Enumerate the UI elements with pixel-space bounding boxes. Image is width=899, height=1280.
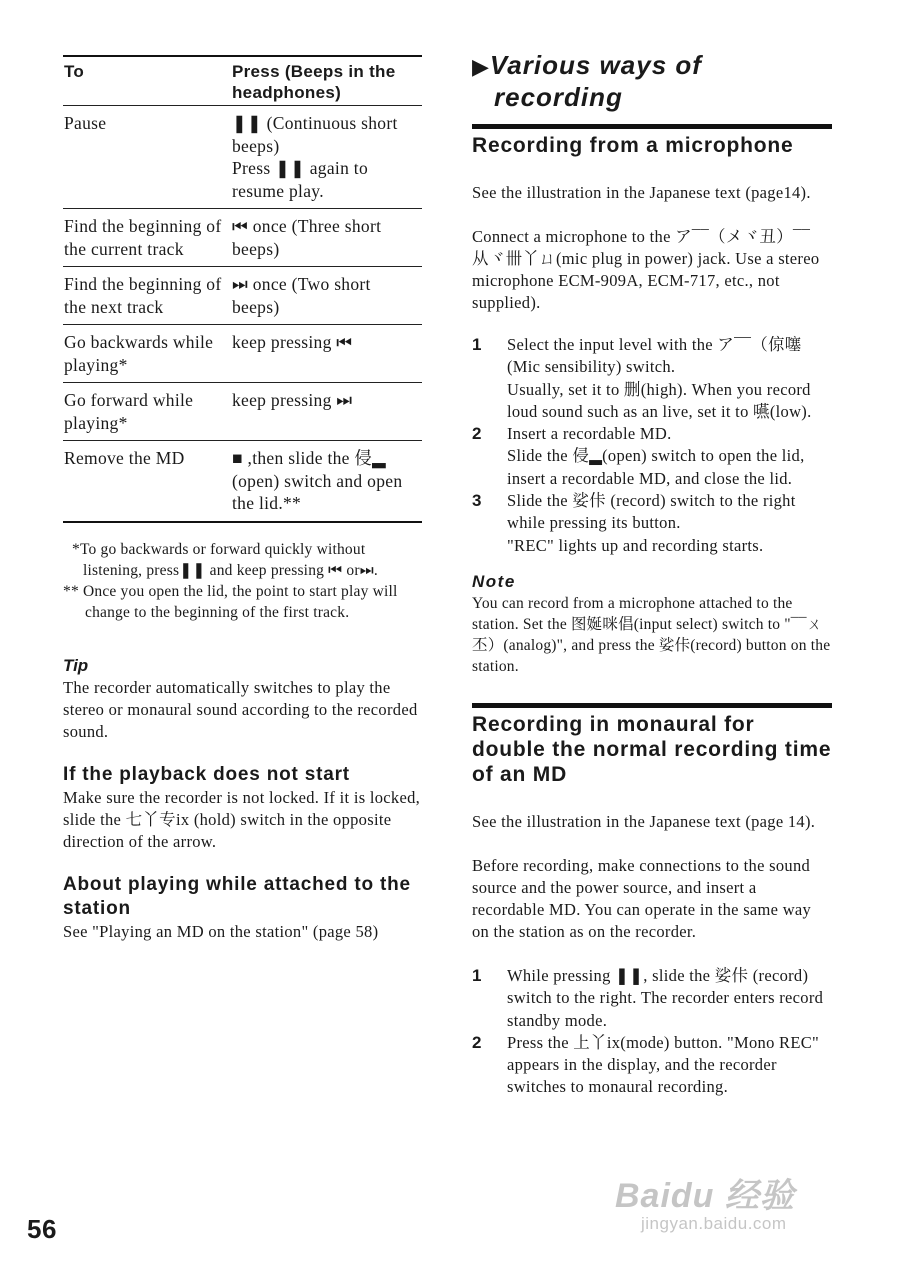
right-column (472, 50, 832, 1099)
table-cell-press (231, 383, 422, 441)
mono-steps (472, 965, 832, 1099)
step-number: 2 (472, 1032, 482, 1052)
table-header-row (63, 56, 422, 106)
table-cell-action: Remove the MD (63, 441, 231, 522)
section-heading-microphone: Recording from a microphone (472, 124, 832, 158)
step-item (472, 1032, 832, 1099)
table-cell-action: Go forward while playing* (63, 383, 231, 441)
press-line: ⏭ once (Two short beeps) (232, 274, 371, 317)
press-line: keep pressing ⏮ (232, 332, 353, 352)
footnote-1: *To go backwards or forward quickly without listening, press❚❚ and keep pressing ⏮ or⏭. (72, 540, 378, 579)
table-row (63, 209, 422, 267)
watermark-url: jingyan.baidu.com (641, 1214, 787, 1233)
step-number: 2 (472, 424, 482, 444)
step-text (507, 1032, 832, 1099)
table-row (63, 267, 422, 325)
step-line: While pressing ❚❚, slide the 娑佧 (record) switch to the right. The recorder enters record standby mode. (507, 965, 824, 1030)
table-header-press: Press (Beeps in the headphones) (231, 56, 422, 106)
step-line: Usually, set it to 删(high). When you record loud sound such as an live, set it to 嚥(low). (507, 379, 812, 421)
press-line: ⏮ once (Three short beeps) (232, 216, 382, 259)
step-line: Press the 上丫ix(mode) button. "Mono REC" appears in the display, and the recorder switches to monaural recording. (507, 1032, 820, 1097)
playback-heading: If the playback does not start (63, 763, 350, 785)
table-cell-press (231, 267, 422, 325)
press-line: keep pressing ⏭ (232, 390, 353, 410)
step-line: Select the input level with the ア¯¯（倞噻 (Mic sensibility) switch. (507, 335, 802, 377)
watermark-logo-text: Baidu 经验 (615, 1177, 795, 1215)
station-text: See "Playing an MD on the station" (page 58) (63, 921, 379, 941)
table-cell-press (231, 106, 422, 209)
table-cell-press (231, 325, 422, 383)
press-line: ■ ,then slide the 侵▂ (open) switch and open the lid.** (232, 448, 403, 513)
table-cell-action: Find the beginning of the next track (63, 267, 231, 325)
step-text (507, 423, 832, 490)
tip-text: The recorder automatically switches to play the stereo or monaural sound according to the recorded sound. (63, 677, 418, 741)
step-item (472, 334, 832, 423)
step-item (472, 490, 832, 557)
page-title-line2: recording (494, 82, 623, 112)
table-cell-action: Find the beginning of the current track (63, 209, 231, 267)
table-cell-action: Go backwards while playing* (63, 325, 231, 383)
tip-heading: Tip (63, 655, 89, 675)
left-column (63, 55, 423, 943)
step-item (472, 423, 832, 490)
step-text (507, 965, 832, 1032)
step-number: 1 (472, 335, 482, 354)
page-title-line1: Various ways of (489, 50, 702, 80)
mic-paragraph-1: See the illustration in the Japanese text (page14). (472, 183, 811, 202)
press-line: Press ❚❚ again to resume play. (232, 158, 369, 201)
playback-text: Make sure the recorder is not locked. If it is locked, slide the 七丫专ix (hold) switch in the opposite direction of the arrow. (63, 787, 421, 851)
step-number: 3 (472, 491, 482, 511)
mic-steps (472, 334, 832, 557)
table-cell-press (231, 441, 422, 522)
step-line: Slide the 娑佧 (record) switch to the right while pressing its button. (507, 491, 796, 533)
footnote-2: ** Once you open the lid, the point to start play will change to the beginning of the first track. (63, 582, 398, 621)
step-line: Slide the 侵▂(open) switch to open the lid, insert a recordable MD, and close the lid. (507, 446, 805, 488)
note-heading: Note (472, 571, 516, 591)
table-cell-action: Pause (63, 106, 231, 209)
mic-paragraph-2: Connect a microphone to the ア¯¯（メヾ丑）¯¯从ヾ卌丫ㄩ(mic plug in power) jack. Use a stereo microphone ECM-909A, ECM-717, etc., not supplied). (472, 227, 820, 312)
footnotes (63, 539, 423, 623)
step-number: 1 (472, 965, 482, 985)
table-row (63, 441, 422, 522)
operations-table (63, 55, 422, 523)
step-line: Insert a recordable MD. (507, 424, 672, 444)
table-header-to: To (63, 56, 231, 106)
triangle-right-icon: ▶ (472, 54, 490, 79)
step-item (472, 965, 832, 1032)
mono-paragraph-1: See the illustration in the Japanese text (page 14). (472, 811, 816, 831)
table-row (63, 325, 422, 383)
table-cell-press (231, 209, 422, 267)
note-text: You can record from a microphone attached to the station. Set the 图娫咪倡(input select) switch to "¯¯ㄨ丕）(analog)", and press the 娑佧(record) button on the station. (472, 594, 831, 675)
table-row (63, 383, 422, 441)
watermark (615, 1168, 795, 1234)
page-title (472, 50, 832, 112)
page-number: 56 (27, 1214, 57, 1244)
station-heading: About playing while attached to the station (63, 873, 411, 919)
mono-paragraph-2: Before recording, make connections to the sound source and the power source, and insert a recordable MD. You can operate in the same way on the station as on the recorder. (472, 855, 812, 941)
step-line: "REC" lights up and recording starts. (507, 535, 764, 555)
press-line: ❚❚ (Continuous short beeps) (232, 113, 398, 156)
table-row (63, 106, 422, 209)
section-heading-monaural: Recording in monaural for double the normal recording time of an MD (472, 703, 832, 787)
step-text (507, 490, 832, 557)
step-text (507, 334, 832, 423)
